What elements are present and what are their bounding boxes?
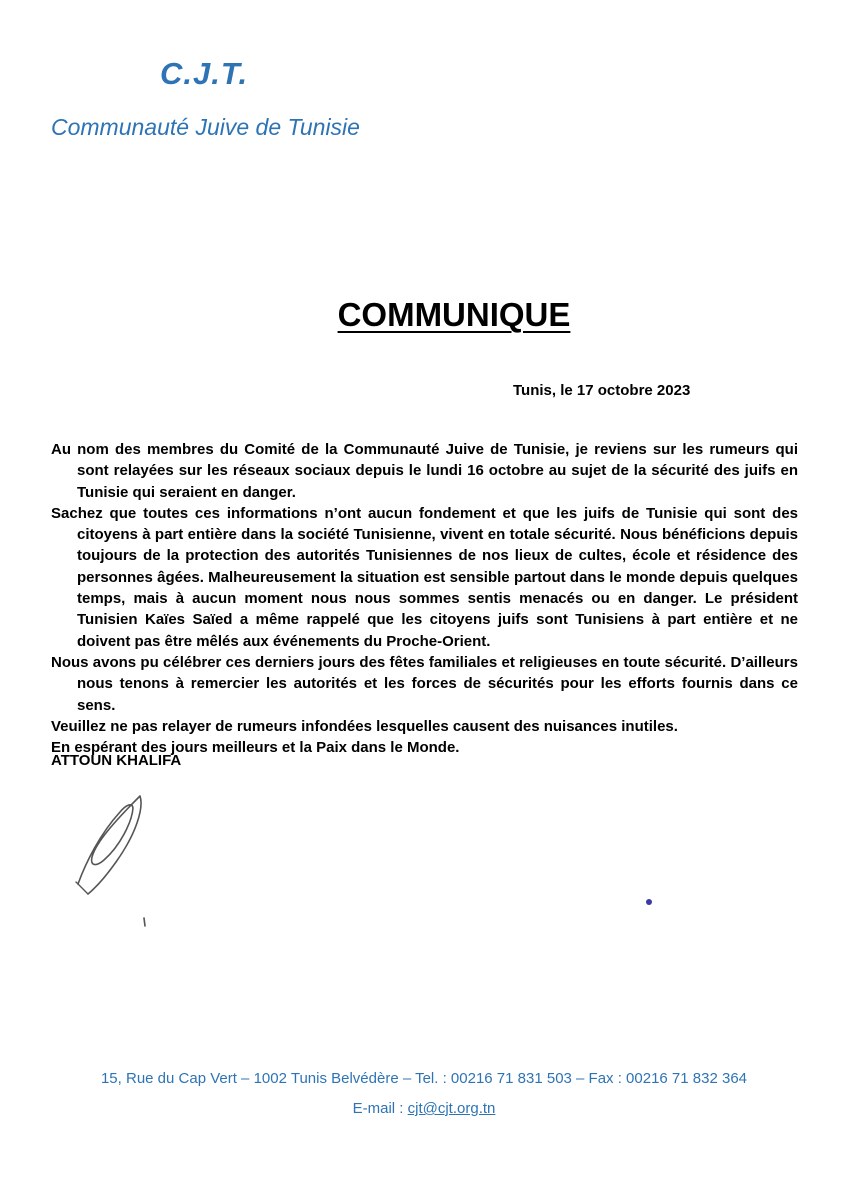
footer-email-line bbox=[0, 1100, 848, 1117]
document-title: COMMUNIQUE bbox=[337, 296, 571, 333]
signatory-name: ATTOUN KHALIFA bbox=[51, 752, 182, 769]
paragraph-request: Veuillez ne pas relayer de rumeurs infondées lesquelles causent des nuisances inutiles. bbox=[51, 717, 678, 735]
handwritten-signature-icon bbox=[60, 790, 170, 940]
footer-email-link[interactable]: cjt@cjt.org.tn bbox=[407, 1100, 496, 1117]
footer-address: 15, Rue du Cap Vert – 1002 Tunis Belvédère – Tel. : 00216 71 831 503 – Fax : 00216 71 832 364 bbox=[100, 1070, 748, 1087]
paragraph-intro: Au nom des membres du Comité de la Communauté Juive de Tunisie, je reviens sur les rumeurs qui sont relayées sur les réseaux sociaux depuis le lundi 16 octobre au sujet de la sécurité des juifs en Tunisie qui seraient en danger. bbox=[51, 441, 798, 501]
org-abbreviation: C.J.T. bbox=[160, 56, 249, 91]
paragraph-closing: En espérant des jours meilleurs et la Paix dans le Monde. bbox=[51, 739, 460, 757]
communique-body bbox=[51, 439, 798, 758]
paragraph-thanks: Nous avons pu célébrer ces derniers jours des fêtes familiales et religieuses en toute sécurité. D’ailleurs nous tenons à remercier les autorités et les forces de sécurités pour les efforts fournis dans ce sens. bbox=[51, 653, 798, 714]
paragraph-security: Sachez que toutes ces informations n’ont aucun fondement et que les juifs de Tunisie qui sont des citoyens à part entière dans la société Tunisienne, vivent en totale sécurité. Nous bénéficions depuis toujours de la protection des autorités Tunisiennes de nos lieux de cultes, école et résidence des personnes âgées. Malheureusement la situation est sensible partout dans le monde depuis quelques temps, mais à aucun moment nous nous sommes sentis menacés ou en danger. Le président Tunisien Kaïes Saïed a même rappelé que les citoyens juifs sont Tunisiens à part entière et ne doivent pas être mêlés aux événements du Proche-Orient. bbox=[51, 504, 798, 650]
footer-email-label: E-mail : bbox=[352, 1100, 408, 1117]
org-name: Communauté Juive de Tunisie bbox=[51, 114, 360, 140]
decorative-dot bbox=[646, 899, 652, 905]
date-line: Tunis, le 17 octobre 2023 bbox=[513, 382, 691, 399]
